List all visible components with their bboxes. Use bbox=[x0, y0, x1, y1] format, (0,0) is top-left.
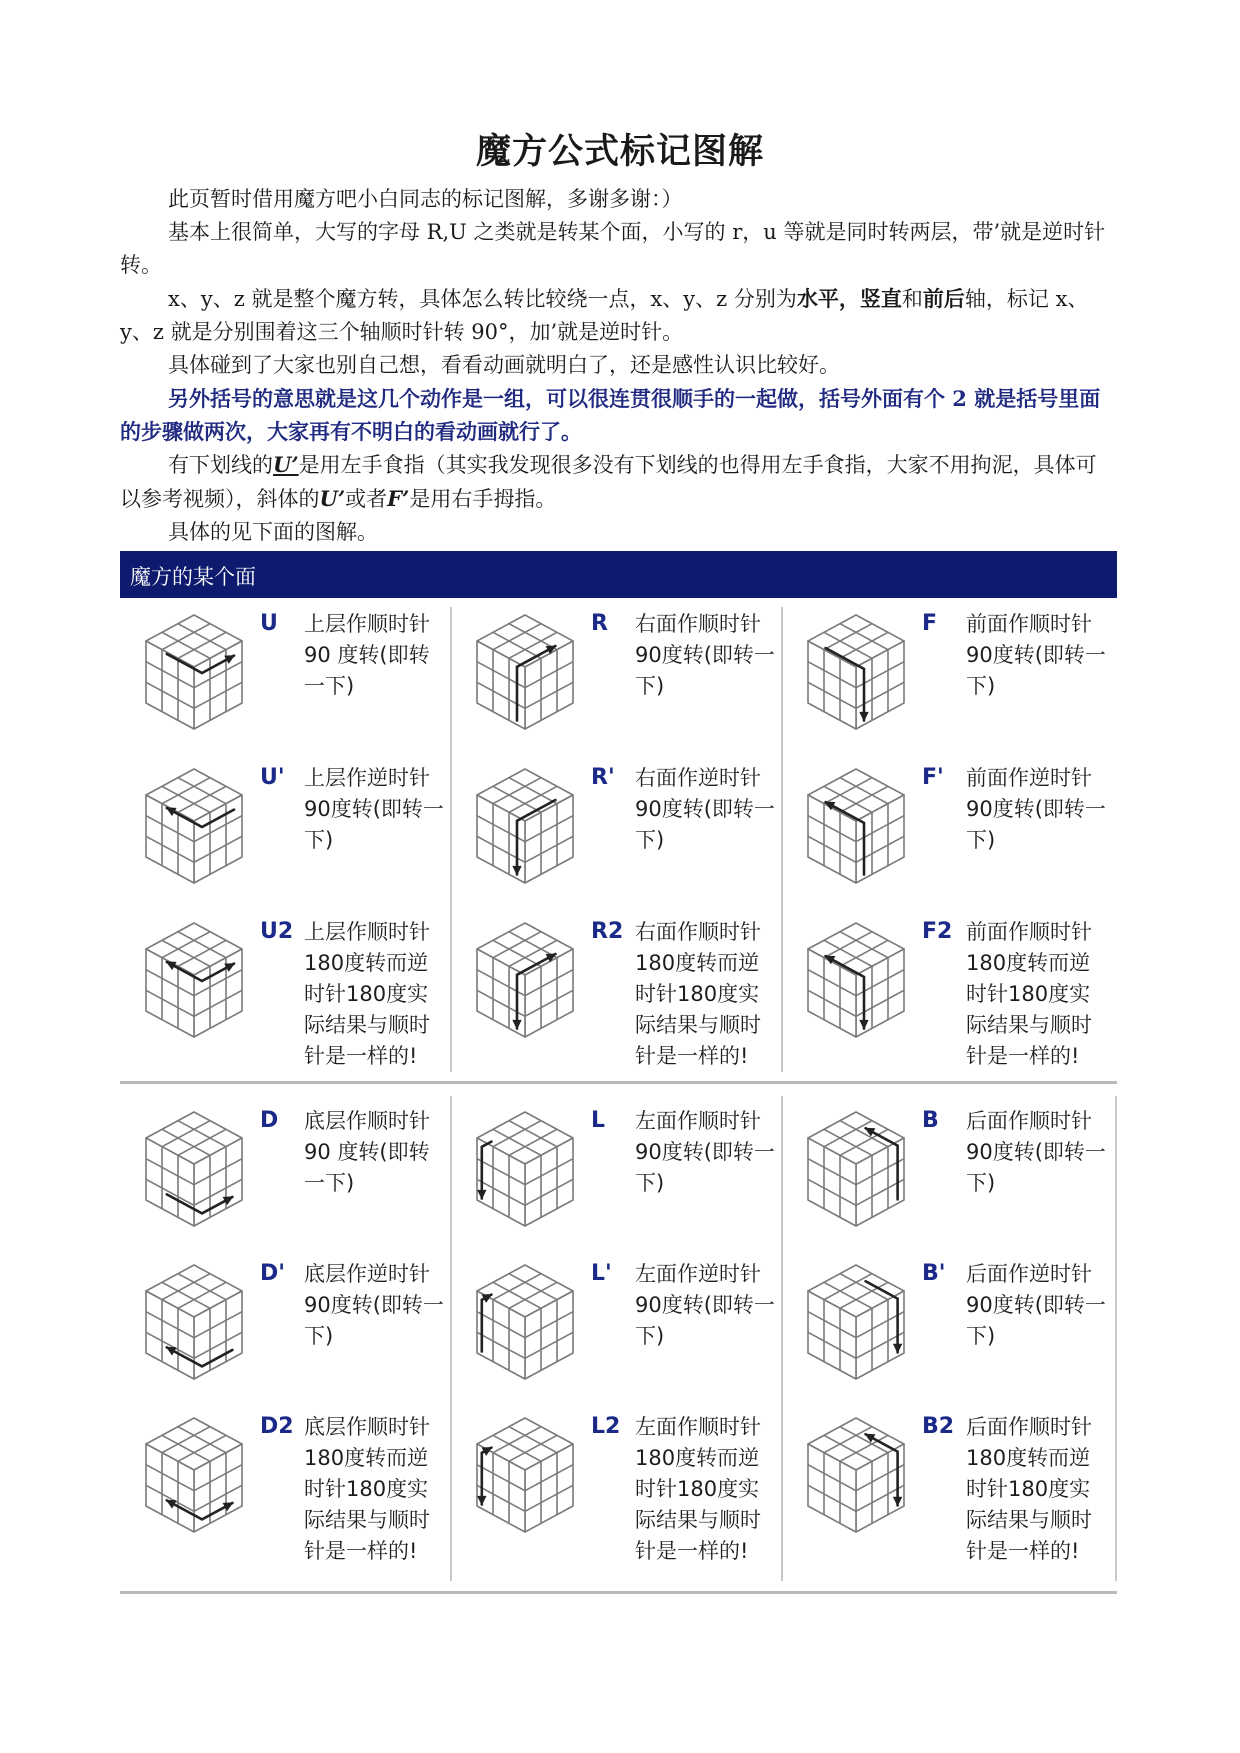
figure-header bbox=[120, 551, 1117, 598]
p6-italic-f: F’ bbox=[387, 486, 410, 511]
cube-diagram bbox=[800, 1259, 912, 1381]
p6-text-a: 有下划线的 bbox=[168, 453, 273, 477]
cube-diagram bbox=[138, 609, 250, 731]
move-description: 后面作顺时针 90度转(即转一下) bbox=[966, 1109, 1106, 1195]
move-code: R' bbox=[591, 765, 615, 790]
move-code: L2 bbox=[591, 1414, 621, 1439]
p3-horizontal: 水平 bbox=[796, 286, 839, 311]
move-cell bbox=[120, 1412, 450, 1562]
intro-paragraph-2: 基本上很简单，大写的字母 R,U 之类就是转某个面，小写的 r，u 等就是同时转两层，带’就是逆时针转。 bbox=[120, 220, 1106, 277]
move-code: B bbox=[922, 1108, 939, 1133]
cube-diagram bbox=[138, 763, 250, 885]
move-cell bbox=[451, 609, 781, 759]
move-cell bbox=[782, 763, 1112, 913]
page-title: 魔方公式标记图解 bbox=[475, 131, 764, 172]
move-description: 左面作顺时针 90度转(即转一下) bbox=[635, 1109, 775, 1195]
cube-diagram bbox=[800, 609, 912, 731]
move-code: F2 bbox=[922, 919, 953, 944]
move-description: 上层作逆时针 90度转(即转一下) bbox=[304, 766, 444, 852]
p3-sep: ， bbox=[838, 286, 860, 311]
move-cell bbox=[120, 763, 450, 913]
move-code: D' bbox=[260, 1261, 285, 1286]
move-code: D bbox=[260, 1108, 279, 1133]
intro-paragraph-3 bbox=[120, 282, 1116, 349]
cube-diagram bbox=[138, 1259, 250, 1381]
figure-bottom-rule bbox=[120, 1591, 1117, 1594]
intro-paragraph-1: 此页暂时借用魔方吧小白同志的标记图解，多谢多谢：） bbox=[168, 187, 683, 211]
p6-italic-u: U’ bbox=[319, 486, 346, 511]
move-description: 底层作逆时针 90度转(即转一下) bbox=[304, 1262, 444, 1348]
move-code: L' bbox=[591, 1261, 612, 1286]
p3-front-back: 前后 bbox=[922, 286, 965, 311]
intro-text bbox=[120, 183, 1116, 549]
move-cell bbox=[120, 1259, 450, 1409]
move-cell bbox=[782, 1412, 1112, 1562]
move-cell bbox=[451, 1106, 781, 1256]
move-description: 前面作顺时针 180度转而逆时针180度实际结果与顺时针是一样的! bbox=[966, 920, 1092, 1068]
intro-paragraph-6 bbox=[120, 448, 1116, 516]
move-cell bbox=[782, 917, 1112, 1067]
p3-vertical: 竖直 bbox=[859, 286, 902, 311]
move-description: 后面作逆时针 90度转(即转一下) bbox=[966, 1262, 1106, 1348]
p6-or: 或者 bbox=[345, 487, 388, 511]
cube-diagram bbox=[800, 1106, 912, 1228]
move-description: 左面作顺时针 180度转而逆时针180度实际结果与顺时针是一样的! bbox=[635, 1415, 761, 1563]
figure-header-label: 魔方的某个面 bbox=[130, 565, 256, 589]
p6-underlined-u: U’ bbox=[273, 452, 299, 477]
intro-paragraph-4: 具体碰到了大家也别自己想，看看动画就明白了，还是感性认识比较好。 bbox=[168, 353, 840, 377]
p6-text-b: 是用左手食指（其实我发现很多没有下划线的也得用左手食指，大家不用拘泥，具体可以参考视频），斜体的 bbox=[120, 453, 1097, 511]
move-description: 前面作逆时针 90度转(即转一下) bbox=[966, 766, 1106, 852]
right-border bbox=[1115, 1096, 1117, 1581]
cube-diagram bbox=[800, 1412, 912, 1534]
intro-paragraph-5: 另外括号的意思就是这几个动作是一组，可以很连贯很顺手的一起做，括号外面有个 2 就是括号里面的步骤做两次，大家再有不明白的看动画就行了。 bbox=[120, 386, 1101, 444]
cube-diagram bbox=[800, 763, 912, 885]
move-cell bbox=[120, 917, 450, 1067]
move-cell bbox=[782, 1106, 1112, 1256]
p3-text-a: x、y、z 就是整个魔方转，具体怎么转比较绕一点，x、y、z 分别为 bbox=[168, 287, 797, 311]
move-description: 上层作顺时针 180度转而逆时针180度实际结果与顺时针是一样的! bbox=[304, 920, 430, 1068]
move-description: 底层作顺时针 90 度转(即转一下) bbox=[304, 1109, 430, 1195]
cube-diagram bbox=[469, 1259, 581, 1381]
move-code: U' bbox=[260, 765, 285, 790]
move-cell bbox=[451, 917, 781, 1067]
move-cell bbox=[120, 1106, 450, 1256]
move-cell bbox=[451, 1259, 781, 1409]
cube-diagram bbox=[469, 609, 581, 731]
move-description: 右面作顺时针 180度转而逆时针180度实际结果与顺时针是一样的! bbox=[635, 920, 761, 1068]
move-cell bbox=[451, 1412, 781, 1562]
move-cell bbox=[782, 609, 1112, 759]
move-description: 右面作顺时针 90度转(即转一下) bbox=[635, 612, 775, 698]
move-code: U bbox=[260, 611, 278, 636]
move-description: 后面作顺时针 180度转而逆时针180度实际结果与顺时针是一样的! bbox=[966, 1415, 1092, 1563]
cube-diagram bbox=[469, 917, 581, 1039]
move-description: 左面作逆时针 90度转(即转一下) bbox=[635, 1262, 775, 1348]
move-code: L bbox=[591, 1108, 606, 1133]
move-cell bbox=[451, 763, 781, 913]
move-code: B2 bbox=[922, 1414, 955, 1439]
notation-figure bbox=[120, 551, 1117, 1609]
section-divider bbox=[120, 1081, 1117, 1084]
move-code: B' bbox=[922, 1261, 946, 1286]
move-description: 右面作逆时针 90度转(即转一下) bbox=[635, 766, 775, 852]
move-code: D2 bbox=[260, 1414, 294, 1439]
p3-and: 和 bbox=[901, 287, 923, 311]
move-code: F' bbox=[922, 765, 944, 790]
cube-diagram bbox=[138, 1412, 250, 1534]
cube-diagram bbox=[469, 1106, 581, 1228]
move-description: 前面作顺时针 90度转(即转一下) bbox=[966, 612, 1106, 698]
move-code: F bbox=[922, 611, 938, 636]
cube-diagram bbox=[800, 917, 912, 1039]
move-code: U2 bbox=[260, 919, 294, 944]
cube-diagram bbox=[469, 1412, 581, 1534]
cube-diagram bbox=[138, 917, 250, 1039]
p3-text-c: 轴，标记 x、y、z 就是分别围着这三个轴顺时针转 90°，加’就是逆时针。 bbox=[120, 287, 1089, 344]
move-cell bbox=[120, 609, 450, 759]
cube-diagram bbox=[138, 1106, 250, 1228]
p6-text-c: 是用右手拇指。 bbox=[409, 487, 557, 511]
move-cell bbox=[782, 1259, 1112, 1409]
move-description: 上层作顺时针 90 度转(即转一下) bbox=[304, 612, 430, 698]
move-code: R bbox=[591, 611, 608, 636]
move-description: 底层作顺时针 180度转而逆时针180度实际结果与顺时针是一样的! bbox=[304, 1415, 430, 1563]
move-code: R2 bbox=[591, 919, 624, 944]
intro-paragraph-7: 具体的见下面的图解。 bbox=[168, 520, 378, 544]
cube-diagram bbox=[469, 763, 581, 885]
